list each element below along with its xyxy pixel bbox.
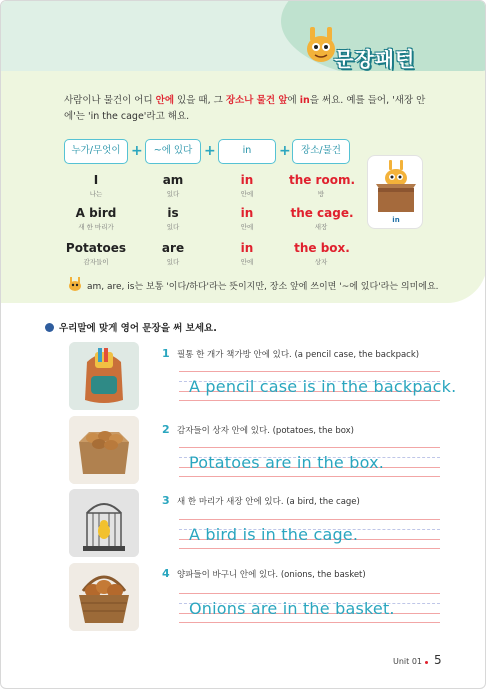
example-picture [367, 155, 423, 229]
intro-text: 있을 때, 그 [174, 95, 226, 106]
footer-unit: Unit 01 [393, 657, 423, 666]
example-prep: in [240, 173, 254, 187]
intro-highlight: 안에 [155, 95, 175, 106]
backpack-icon [69, 342, 139, 410]
example-subject-ko: 새 한 마리가 [78, 223, 114, 231]
example-verb: is [167, 206, 179, 220]
mascot-small-icon [67, 276, 83, 292]
example-prep-ko: 안에 [240, 258, 254, 266]
question-number: 3 [162, 494, 170, 507]
example-place-ko: 상자 [314, 258, 328, 266]
answer-text: A pencil case is in the backpack. [189, 377, 457, 396]
section-title: 우리말에 맞게 영어 문장을 써 보세요. [59, 323, 217, 334]
bird-cage-icon [69, 489, 139, 557]
onion-basket-illustration [69, 563, 139, 631]
question-number: 2 [162, 423, 170, 436]
example-place: the room. [288, 173, 356, 187]
onion-basket-icon [69, 563, 139, 631]
example-verb-ko: 있다 [166, 258, 180, 266]
example-verb: are [161, 241, 185, 255]
example-place-ko: 새장 [314, 223, 328, 231]
example-prep: in [240, 206, 254, 220]
potato-box-illustration [69, 416, 139, 484]
intro-highlight: 장소나 물건 앞 [225, 95, 288, 106]
question-number: 1 [162, 347, 170, 360]
example-subject-ko: 감자들이 [83, 258, 109, 266]
example-place-ko: 방 [317, 190, 325, 198]
example-subject: A bird [75, 206, 117, 220]
plus-sign: + [131, 143, 143, 159]
example-verb-ko: 있다 [166, 223, 180, 231]
example-place: the box. [294, 241, 350, 255]
example-prep: in [240, 241, 254, 255]
pattern-box-subject: 누가/무엇이 [64, 139, 128, 164]
pattern-box-verb: ~에 있다 [145, 139, 201, 164]
intro-text: 에 [287, 95, 300, 106]
question-prompt: 필통 한 개가 책가방 안에 있다. (a pencil case, the backpack) [177, 350, 420, 360]
example-verb-ko: 있다 [166, 190, 180, 198]
question-prompt: 감자들이 상자 안에 있다. (potatoes, the box) [177, 426, 355, 436]
answer-text: Potatoes are in the box. [189, 453, 385, 472]
picture-label: in [392, 216, 400, 224]
question-prompt: 양파들이 바구니 안에 있다. (onions, the basket) [177, 570, 366, 580]
potato-box-icon [69, 416, 139, 484]
question-number: 4 [162, 567, 170, 580]
page-number: 5 [434, 653, 442, 667]
intro-paragraph [64, 93, 444, 125]
example-place: the cage. [290, 206, 354, 220]
question-prompt: 새 한 마리가 새장 안에 있다. (a bird, the cage) [177, 497, 360, 507]
section-bullet-icon [45, 323, 54, 332]
grammar-note: am, are, is는 보통 '이다/하다'라는 뜻이지만, 장소 앞에 쓰이면 '~에 있다'라는 의미에요. [87, 282, 439, 292]
pattern-box-place: 장소/물건 [292, 139, 350, 164]
backpack-illustration [69, 342, 139, 410]
example-subject: I [93, 173, 99, 187]
answer-text: Onions are in the basket. [189, 599, 395, 618]
bird-cage-illustration [69, 489, 139, 557]
pattern-box-in: in [218, 139, 276, 164]
intro-text: 사람이나 물건이 어디 [64, 95, 156, 106]
intro-highlight: in [299, 95, 310, 106]
example-prep-ko: 안에 [240, 190, 254, 198]
example-prep-ko: 안에 [240, 223, 254, 231]
example-verb: am [162, 173, 184, 187]
footer-separator [425, 661, 428, 664]
plus-sign: + [204, 143, 216, 159]
intro-text: 에'는 'in the cage'라고 해요. [64, 111, 190, 122]
intro-text: 을 써요. 예를 들어, '새장 안 [309, 95, 426, 106]
example-subject-ko: 나는 [89, 190, 103, 198]
answer-text: A bird is in the cage. [189, 525, 359, 544]
page-title: 문장패턴 [334, 47, 416, 71]
plus-sign: + [279, 143, 291, 159]
example-subject: Potatoes [65, 241, 127, 255]
